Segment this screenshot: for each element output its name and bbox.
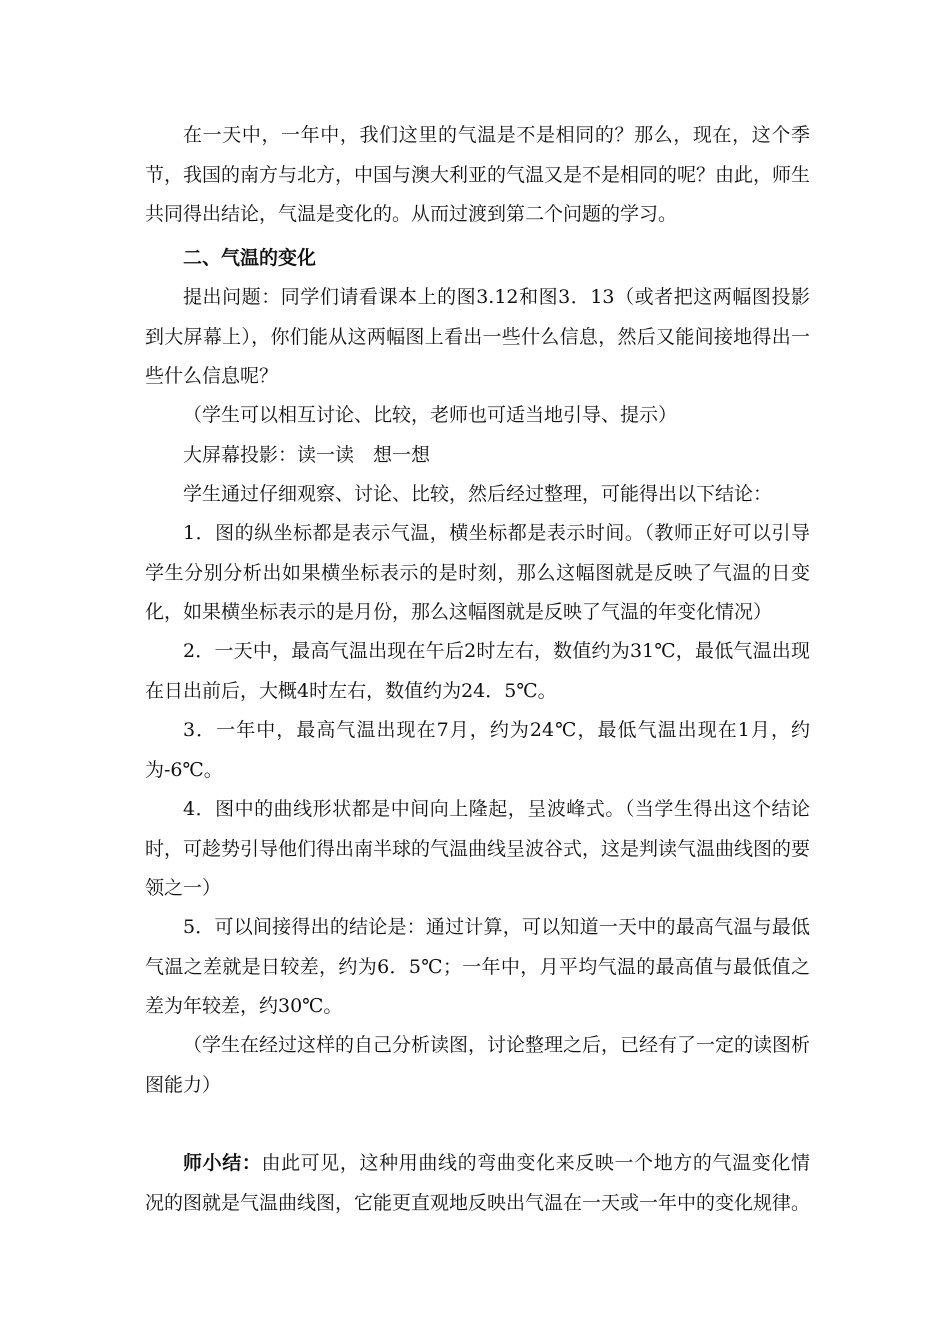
paragraph-summary: [145, 1144, 810, 1223]
conclusion-item-1: 1．图的纵坐标都是表示气温，横坐标都是表示时间。（教师正好可以引导学生分别分析出如果横坐标表示的是时刻，那么这幅图就是反映了气温的日变化，如果横坐标表示的是月份，那么这幅图就是反映了气温的年变化情况）: [145, 522, 810, 623]
conclusion-item-2: 2．一天中，最高气温出现在午后2时左右，数值约为31℃，最低气温出现在日出前后，大概4时左右，数值约为24．5℃。: [145, 640, 810, 702]
summary-text: 由此可见，这种用曲线的弯曲变化来反映一个地方的气温变化情况的图就是气温曲线图，它能更直观地反映出气温在一天或一年中的变化规律。: [145, 1152, 811, 1214]
paragraph-note-discussion: （学生可以相互讨论、比较，老师也可适当地引导、提示）: [183, 404, 678, 426]
conclusion-item-5: 5．可以间接得出的结论是：通过计算，可以知道一天中的最高气温与最低气温之差就是日较差，约为6．5℃；一年中，月平均气温的最高值与最低值之差为年较差，约30℃。: [145, 916, 810, 1017]
paragraph-projection: 大屏幕投影：读一读 想一想: [183, 444, 431, 466]
paragraph-question: 提出问题：同学们请看课本上的图3.12和图3．13（或者把这两幅图投影到大屏幕上），你们能从这两幅图上看出一些什么信息，然后又能间接地得出一些什么信息呢？: [145, 286, 810, 387]
conclusion-item-4: 4．图中的曲线形状都是中间向上隆起，呈波峰式。（当学生得出这个结论时，可趁势引导他们得出南半球的气温曲线呈波谷式，这是判读气温曲线图的要领之一）: [145, 798, 811, 899]
section-heading: 二、气温的变化: [183, 247, 317, 269]
paragraph-note-ability: （学生在经过这样的自己分析读图，讨论整理之后，已经有了一定的读图析图能力）: [145, 1034, 811, 1096]
conclusion-item-3: 3．一年中，最高气温出现在7月，约为24℃，最低气温出现在1月，约为-6℃。: [145, 719, 810, 781]
paragraph-intro: 在一天中，一年中，我们这里的气温是不是相同的？那么，现在，这个季节，我国的南方与北方，中国与澳大利亚的气温又是不是相同的呢？由此，师生共同得出结论，气温是变化的。从而过渡到第二个问题的学习。: [145, 124, 811, 225]
summary-label: 师小结：: [183, 1152, 262, 1174]
paragraph-conclusions-intro: 学生通过仔细观察、讨论、比较，然后经过整理，可能得出以下结论：: [183, 483, 773, 505]
